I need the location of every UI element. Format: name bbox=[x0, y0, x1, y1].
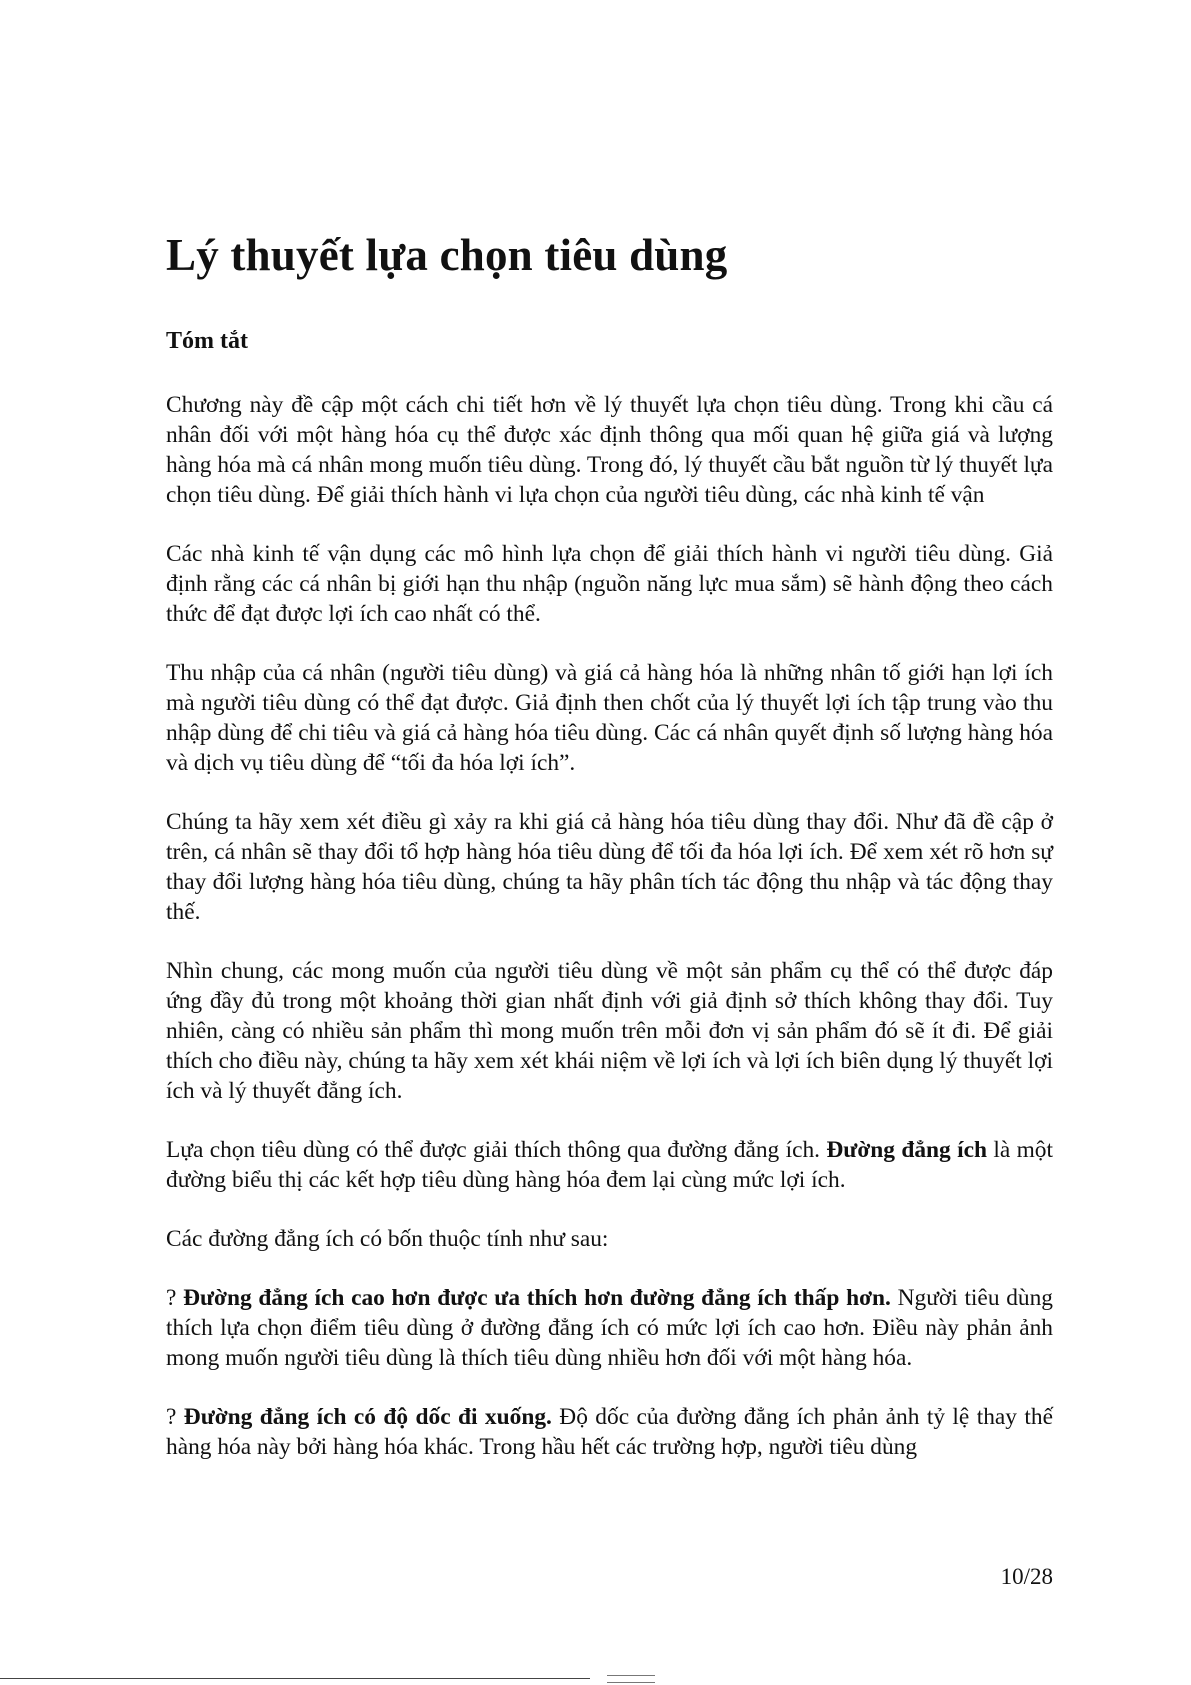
paragraph-6-text-after: là một đường biểu thị các kết hợp tiêu dùng hàng hóa đem lại cùng mức lợi ích. bbox=[166, 1137, 1054, 1193]
paragraph-4: Chúng ta hãy xem xét điều gì xảy ra khi giá cả hàng hóa tiêu dùng thay đổi. Như đã đề cập ở trên, cá nhân sẽ thay đổi tổ hợp hàng hóa tiêu dùng để tối đa hóa lợi ích. Để xem xét rõ hơn sự thay đổi lượng hàng hóa tiêu dùng, chúng ta hãy phân tích tác động thu nhập và tác động thay thế. bbox=[166, 809, 1053, 925]
paragraph-1: Chương này đề cập một cách chi tiết hơn về lý thuyết lựa chọn tiêu dùng. Trong khi cầu cá nhân đối với một hàng hóa cụ thể được xác định thông qua mối quan hệ giữa giá và lượng hàng hóa mà cá nhân mong muốn tiêu dùng. Trong đó, lý thuyết cầu bắt nguồn từ lý thuyết lựa chọn tiêu dùng. Để giải thích hành vi lựa chọn của người tiêu dùng, các nhà kinh tế vận bbox=[166, 392, 1053, 508]
paragraph-2: Các nhà kinh tế vận dụng các mô hình lựa chọn để giải thích hành vi người tiêu dùng. Giả định rằng các cá nhân bị giới hạn thu nhập (nguồn năng lực mua sắm) sẽ hành động theo cách thức để đạt được lợi ích cao nhất có thể. bbox=[166, 541, 1053, 627]
document-title: Lý thuyết lựa chọn tiêu dùng bbox=[166, 230, 728, 280]
page-number: 10/28 bbox=[1000, 1564, 1053, 1589]
property-1-heading: Đường đẳng ích cao hơn được ưa thích hơn đường đẳng ích thấp hơn. bbox=[183, 1285, 891, 1311]
property-2-heading: Đường đẳng ích có độ dốc đi xuống. bbox=[183, 1404, 552, 1430]
property-1-text: Người tiêu dùng thích lựa chọn điểm tiêu dùng ở đường đẳng ích có mức lợi ích cao hơn. Điều này phản ảnh mong muốn người tiêu dùng là thích tiêu dùng nhiều hơn đối với một hàng hóa. bbox=[166, 1285, 1053, 1371]
property-item-1 bbox=[166, 1283, 1053, 1373]
document-page bbox=[166, 225, 1053, 1462]
term-indifference-curve: Đường đẳng ích bbox=[826, 1137, 988, 1163]
property-item-2 bbox=[166, 1402, 1053, 1462]
paragraph-6-text-before: Lựa chọn tiêu dùng có thể được giải thích thông qua đường đẳng ích. bbox=[166, 1137, 827, 1163]
paragraph-5: Nhìn chung, các mong muốn của người tiêu dùng về một sản phẩm cụ thể có thể được đáp ứng đầy đủ trong một khoảng thời gian nhất định với giả định sở thích không thay đổi. Tuy nhiên, càng có nhiều sản phẩm thì mong muốn trên mỗi đơn vị sản phẩm đó sẽ ít đi. Để giải thích cho điều này, chúng ta hãy xem xét khái niệm về lợi ích và lợi ích biên dụng lý thuyết lợi ích và lý thuyết đẳng ích. bbox=[166, 958, 1053, 1104]
property-2-text: Độ dốc của đường đẳng ích phản ảnh tỷ lệ thay thế hàng hóa này bởi hàng hóa khác. Trong hầu hết các trường hợp, người tiêu dùng bbox=[166, 1404, 1053, 1460]
bullet-marker: ? bbox=[166, 1285, 184, 1311]
page-bottom-rule bbox=[0, 1678, 590, 1679]
bullet-marker: ? bbox=[166, 1404, 184, 1430]
paragraph-7: Các đường đẳng ích có bốn thuộc tính như sau: bbox=[166, 1226, 609, 1252]
paragraph-6 bbox=[166, 1135, 1053, 1195]
page-bottom-mark bbox=[607, 1675, 655, 1683]
section-heading: Tóm tắt bbox=[166, 328, 248, 354]
paragraph-3: Thu nhập của cá nhân (người tiêu dùng) và giá cả hàng hóa là những nhân tố giới hạn lợi ích mà người tiêu dùng có thể đạt được. Giả định then chốt của lý thuyết lợi ích tập trung vào thu nhập dùng để chi tiêu và giá cả hàng hóa tiêu dùng. Các cá nhân quyết định số lượng hàng hóa và dịch vụ tiêu dùng để “tối đa hóa lợi ích”. bbox=[166, 660, 1053, 776]
